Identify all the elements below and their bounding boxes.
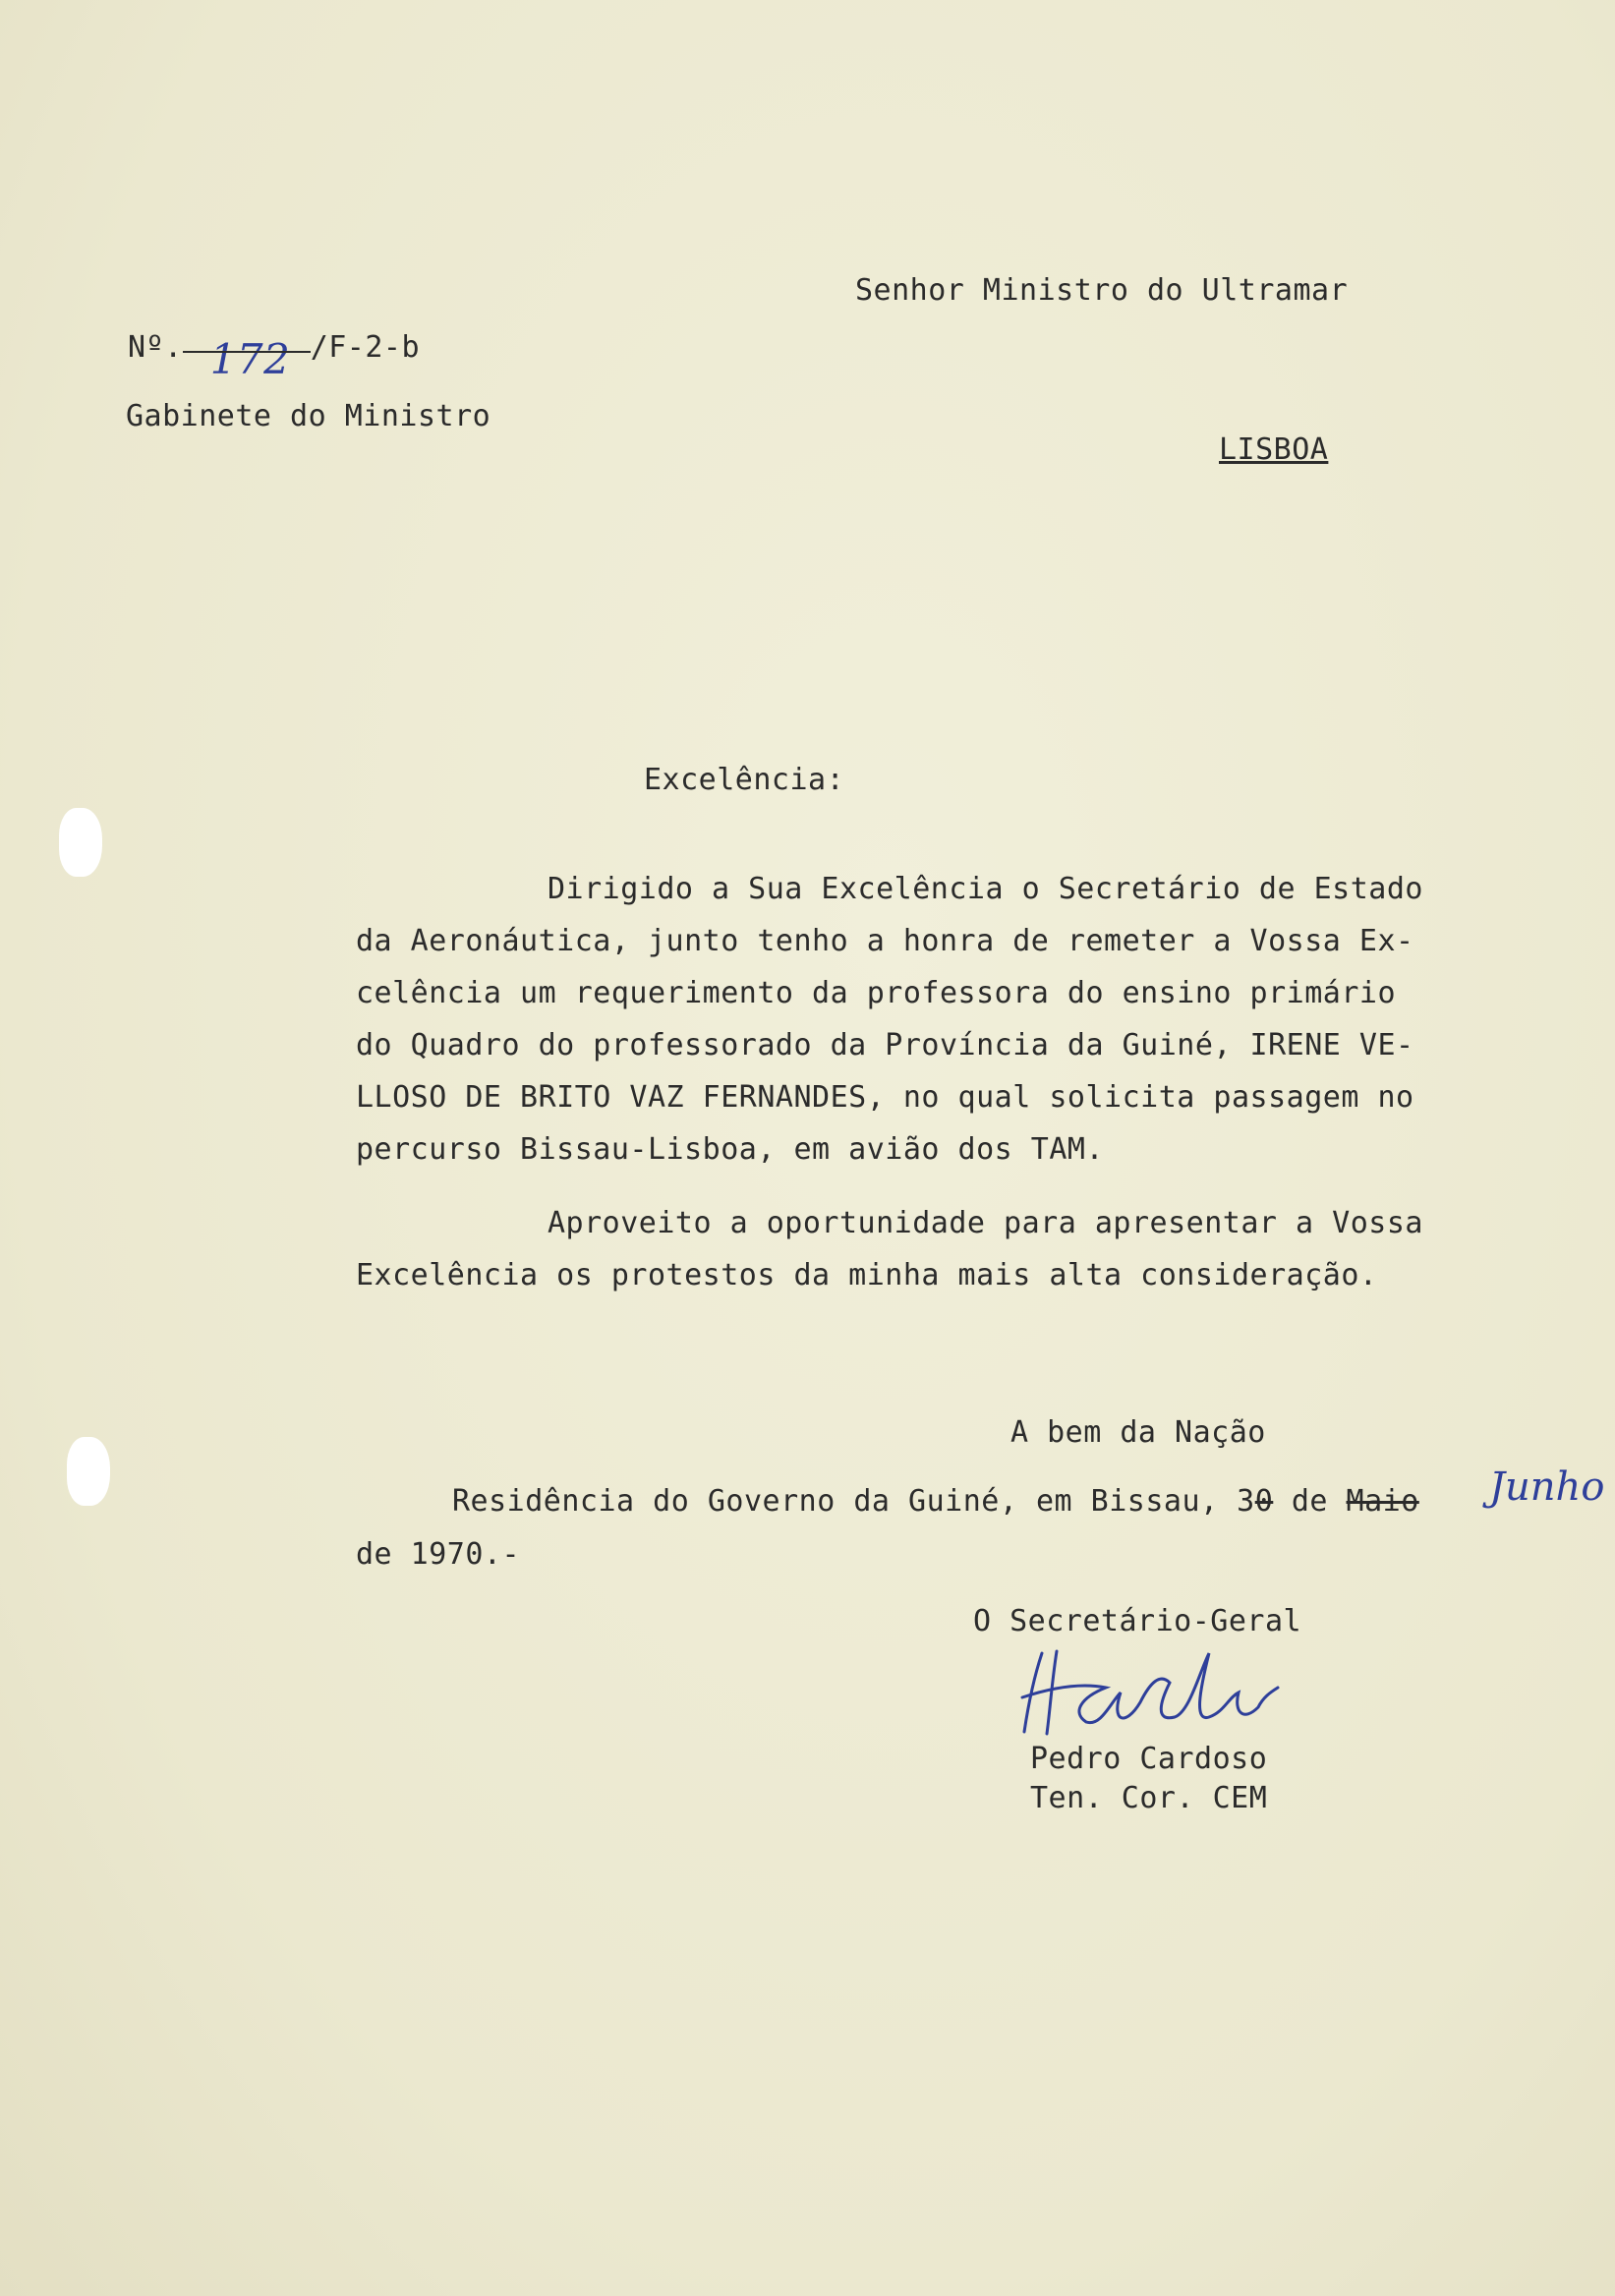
struck-day-digit: 0 <box>1254 1484 1274 1519</box>
reference-number <box>128 330 421 383</box>
paragraph-2-line: Excelência os protestos da minha mais alta consideração. <box>356 1258 1378 1292</box>
signatory-title: O Secretário-Geral <box>973 1604 1302 1638</box>
paragraph-1-line: do Quadro do professorado da Província da Guiné, IRENE VE- <box>356 1028 1414 1062</box>
place-date-text: Residência do Governo da Guiné, em Bissau, 3 <box>452 1484 1255 1519</box>
signature <box>1012 1643 1307 1742</box>
closing-motto: A bem da Nação <box>1010 1415 1266 1450</box>
paragraph-1-line: celência um requerimento da professora do ensino primário <box>356 976 1397 1010</box>
city: LISBOA <box>1219 432 1329 467</box>
paragraph-1 <box>356 863 1423 1176</box>
signer-name: Pedro Cardoso <box>1030 1742 1268 1776</box>
punch-hole-bottom <box>67 1437 110 1506</box>
office: Gabinete do Ministro <box>126 399 491 433</box>
paragraph-1-line: Dirigido a Sua Excelência o Secretário de Estado <box>548 872 1423 906</box>
handwritten-month: Junho <box>1489 1464 1605 1510</box>
reference-number-handwritten: 172 <box>209 335 291 383</box>
paragraph-1-line: LLOSO DE BRITO VAZ FERNANDES, no qual solicita passagem no <box>356 1080 1414 1115</box>
place-and-date <box>452 1484 1419 1519</box>
paragraph-2 <box>356 1197 1423 1301</box>
year-line: de 1970.- <box>356 1537 521 1572</box>
addressee: Senhor Ministro do Ultramar <box>855 273 1349 308</box>
date-de: de <box>1273 1484 1347 1519</box>
paragraph-1-line: percurso Bissau-Lisboa, em avião dos TAM. <box>356 1132 1105 1167</box>
signer-rank: Ten. Cor. CEM <box>1030 1781 1268 1815</box>
salutation: Excelência: <box>644 763 845 797</box>
punch-hole-top <box>59 808 102 877</box>
reference-suffix: /F-2-b <box>310 330 421 365</box>
reference-prefix: Nº. <box>128 330 183 365</box>
struck-month: Maio <box>1346 1484 1419 1519</box>
paragraph-2-line: Aproveito a oportunidade para apresentar a Vossa <box>548 1206 1423 1240</box>
paragraph-1-line: da Aeronáutica, junto tenho a honra de remeter a Vossa Ex- <box>356 924 1414 958</box>
